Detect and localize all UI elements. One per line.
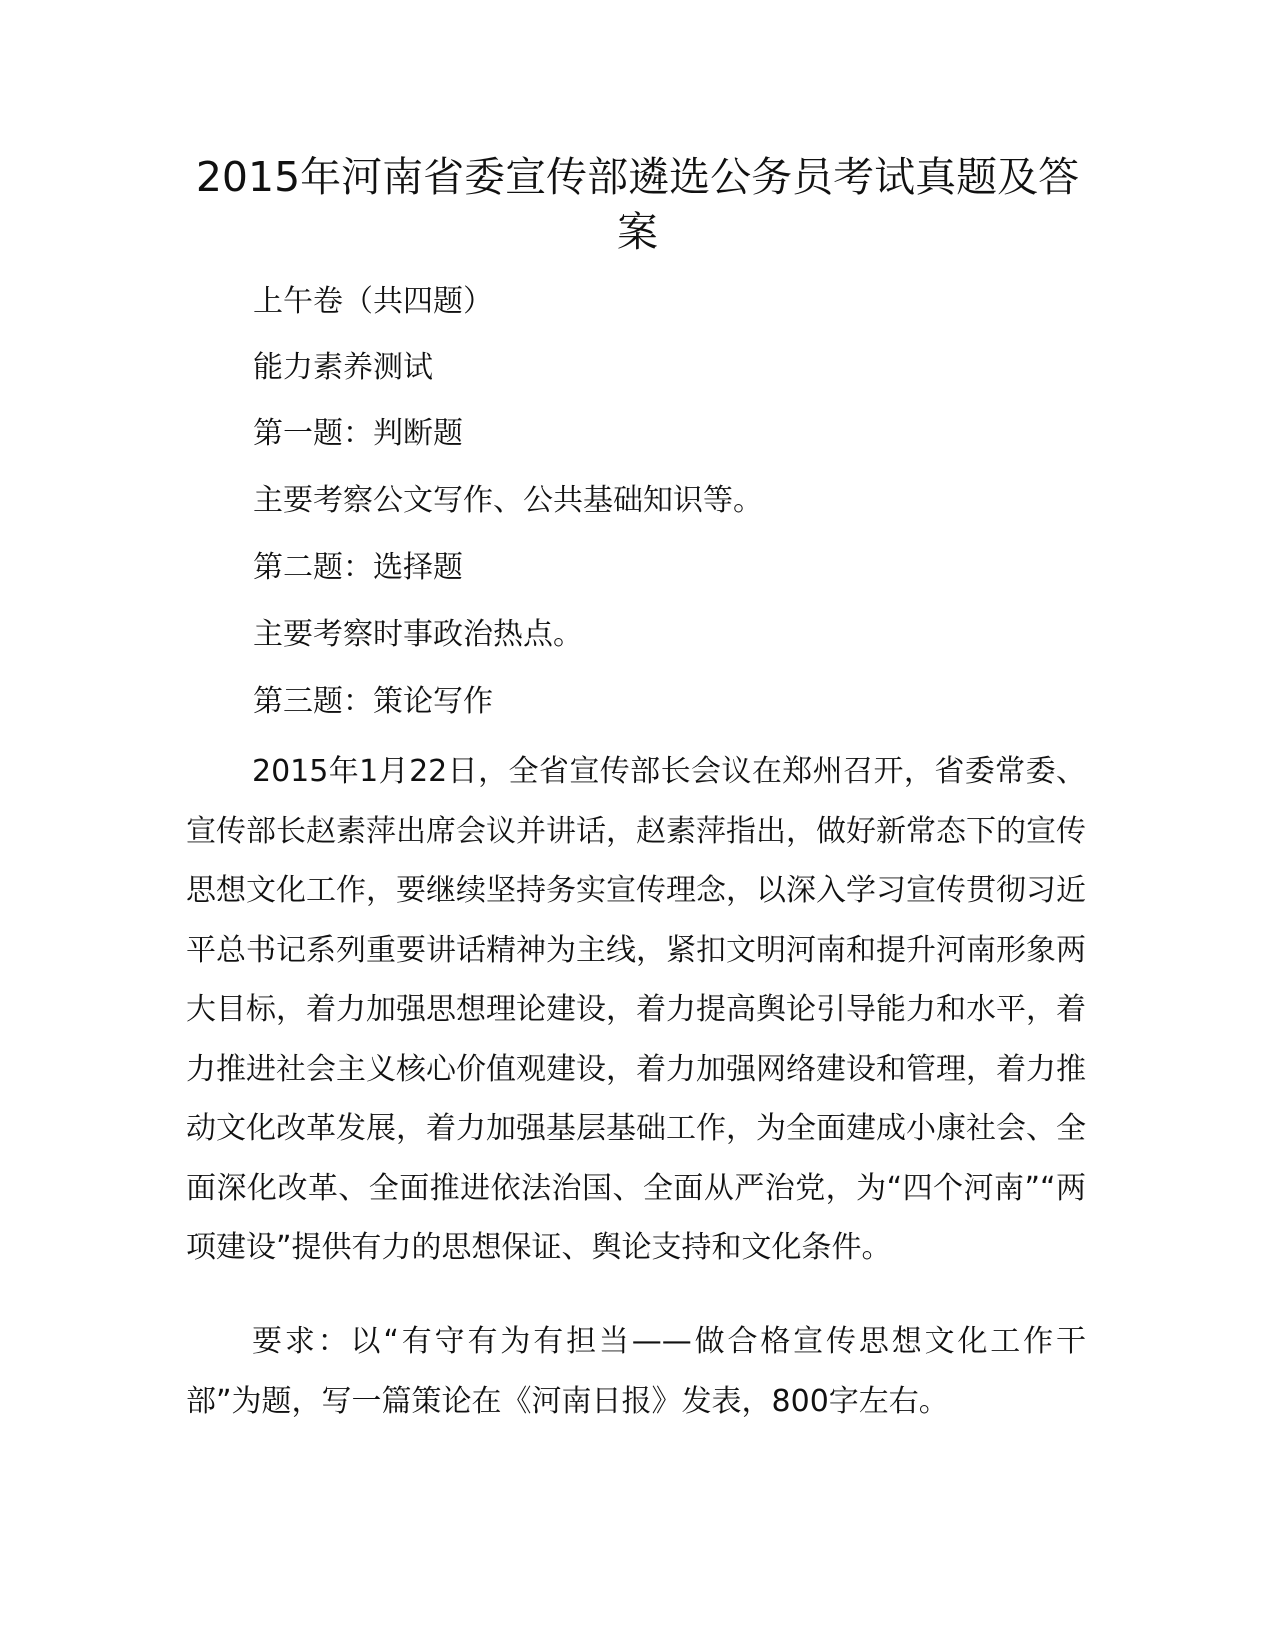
- section-ability-test: 能力素养测试: [253, 350, 433, 385]
- question-3-material-paragraph: 2015年1月22日，全省宣传部长会议在郑州召开，省委常委、宣传部长赵素萍出席会议并讲话，赵素萍指出，做好新常态下的宣传思想文化工作，要继续坚持务实宣传理念，以深入学习宣传贯彻习近平总书记系列重要讲话精神为主线，紧扣文明河南和提升河南形象两大目标，着力加强思想理论建设，着力提高舆论引导能力和水平，着力推进社会主义核心价值观建设，着力加强网络建设和管理，着力推动文化改革发展，着力加强基层基础工作，为全面建成小康社会、全面深化改革、全面推进依法治国、全面从严治党，为“四个河南”“两项建设”提供有力的思想保证、舆论支持和文化条件。: [186, 754, 1086, 1265]
- question-2-description: 主要考察时事政治热点。: [253, 617, 583, 652]
- question-1-heading: 第一题：判断题: [253, 416, 463, 451]
- question-3-requirement-paragraph: 要求：以“有守有为有担当——做合格宣传思想文化工作干部”为题，写一篇策论在《河南日报》发表，800字左右。: [186, 1324, 1086, 1419]
- question-1-description: 主要考察公文写作、公共基础知识等。: [253, 483, 763, 518]
- question-2-heading: 第二题：选择题: [253, 550, 463, 585]
- section-morning-paper: 上午卷（共四题）: [253, 284, 493, 319]
- question-3-heading: 第三题：策论写作: [253, 684, 493, 719]
- document-title: 2015年河南省委宣传部遴选公务员考试真题及答案: [195, 153, 1080, 256]
